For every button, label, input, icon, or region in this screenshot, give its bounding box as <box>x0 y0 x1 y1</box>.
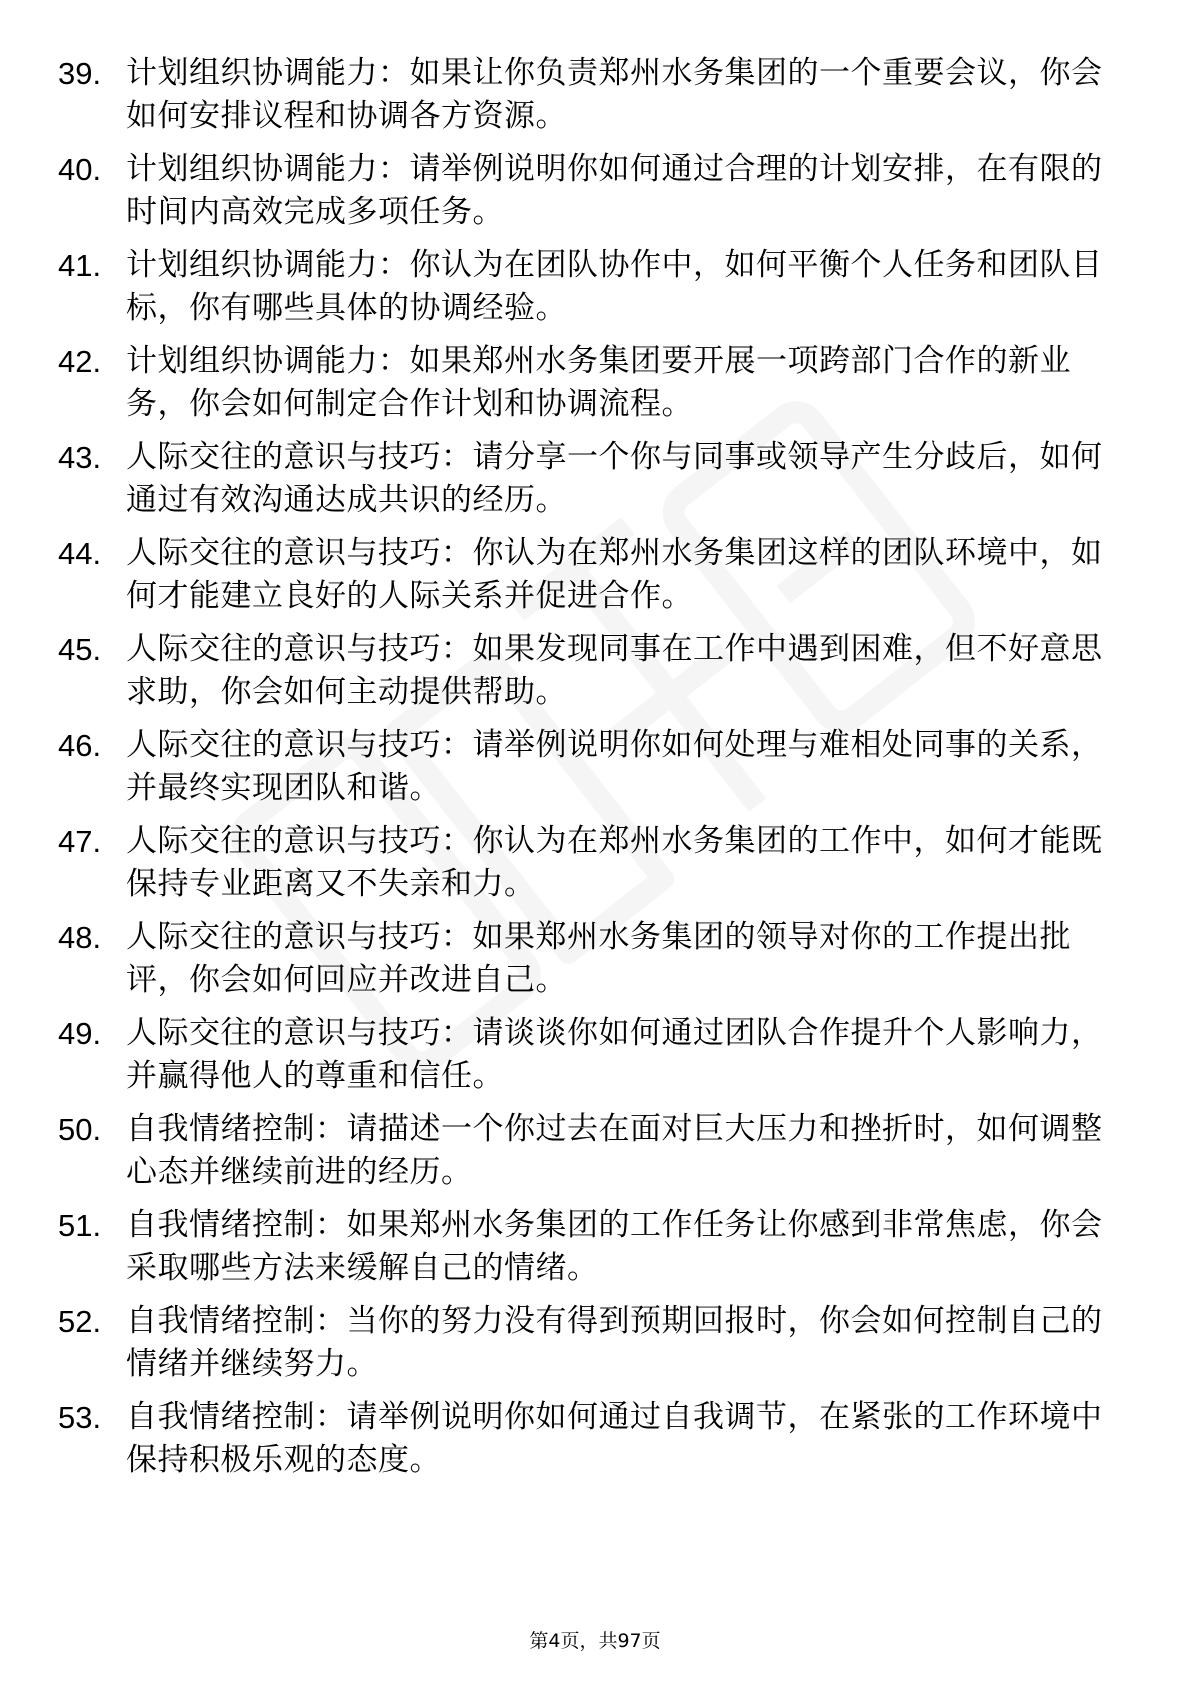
question-text: 人际交往的意识与技巧：请分享一个你与同事或领导产生分歧后，如何通过有效沟通达成共识的经历。 <box>126 439 1103 518</box>
question-item-41 <box>58 244 1118 330</box>
question-text: 人际交往的意识与技巧：你认为在郑州水务集团这样的团队环境中，如何才能建立良好的人际关系并促进合作。 <box>126 535 1103 614</box>
question-text: 计划组织协调能力：如果郑州水务集团要开展一项跨部门合作的新业务，你会如何制定合作计划和协调流程。 <box>126 343 1071 422</box>
question-number: 50. <box>58 1112 102 1147</box>
question-text: 人际交往的意识与技巧：如果郑州水务集团的领导对你的工作提出批评，你会如何回应并改进自己。 <box>126 919 1071 998</box>
question-text: 计划组织协调能力：你认为在团队协作中，如何平衡个人任务和团队目标，你有哪些具体的协调经验。 <box>126 247 1103 326</box>
question-item-46 <box>58 724 1118 810</box>
question-number: 45. <box>58 632 102 667</box>
question-item-39 <box>58 52 1118 138</box>
question-text: 计划组织协调能力：如果让你负责郑州水务集团的一个重要会议，你会如何安排议程和协调各方资源。 <box>126 55 1103 134</box>
question-number: 49. <box>58 1016 102 1051</box>
question-item-47 <box>58 820 1118 906</box>
question-item-51 <box>58 1204 1118 1290</box>
question-number: 48. <box>58 920 102 955</box>
question-item-45 <box>58 628 1118 714</box>
question-list <box>58 52 1118 1492</box>
question-number: 39. <box>58 56 102 91</box>
question-item-48 <box>58 916 1118 1002</box>
question-number: 51. <box>58 1208 102 1243</box>
question-item-53 <box>58 1396 1118 1482</box>
page-indicator: 第4页，共97页 <box>529 1630 661 1652</box>
question-number: 42. <box>58 344 102 379</box>
question-text: 自我情绪控制：当你的努力没有得到预期回报时，你会如何控制自己的情绪并继续努力。 <box>126 1303 1103 1382</box>
question-number: 53. <box>58 1400 102 1435</box>
page-footer <box>0 1629 1190 1653</box>
question-number: 52. <box>58 1304 102 1339</box>
question-item-42 <box>58 340 1118 426</box>
question-item-43 <box>58 436 1118 522</box>
question-item-40 <box>58 148 1118 234</box>
question-text: 自我情绪控制：如果郑州水务集团的工作任务让你感到非常焦虑，你会采取哪些方法来缓解自己的情绪。 <box>126 1207 1103 1286</box>
question-item-44 <box>58 532 1118 618</box>
question-number: 46. <box>58 728 102 763</box>
question-text: 人际交往的意识与技巧：如果发现同事在工作中遇到困难，但不好意思求助，你会如何主动提供帮助。 <box>126 631 1103 710</box>
question-item-49 <box>58 1012 1118 1098</box>
question-number: 47. <box>58 824 102 859</box>
question-text: 计划组织协调能力：请举例说明你如何通过合理的计划安排，在有限的时间内高效完成多项任务。 <box>126 151 1103 230</box>
question-text: 人际交往的意识与技巧：请举例说明你如何处理与难相处同事的关系，并最终实现团队和谐。 <box>126 727 1103 806</box>
question-item-50 <box>58 1108 1118 1194</box>
question-text: 自我情绪控制：请举例说明你如何通过自我调节，在紧张的工作环境中保持积极乐观的态度。 <box>126 1399 1103 1478</box>
question-text: 人际交往的意识与技巧：你认为在郑州水务集团的工作中，如何才能既保持专业距离又不失亲和力。 <box>126 823 1103 902</box>
question-item-52 <box>58 1300 1118 1386</box>
question-text: 人际交往的意识与技巧：请谈谈你如何通过团队合作提升个人影响力，并赢得他人的尊重和信任。 <box>126 1015 1103 1094</box>
question-text: 自我情绪控制：请描述一个你过去在面对巨大压力和挫折时，如何调整心态并继续前进的经历。 <box>126 1111 1103 1190</box>
question-number: 40. <box>58 152 102 187</box>
question-number: 44. <box>58 536 102 571</box>
question-number: 43. <box>58 440 102 475</box>
question-number: 41. <box>58 248 102 283</box>
